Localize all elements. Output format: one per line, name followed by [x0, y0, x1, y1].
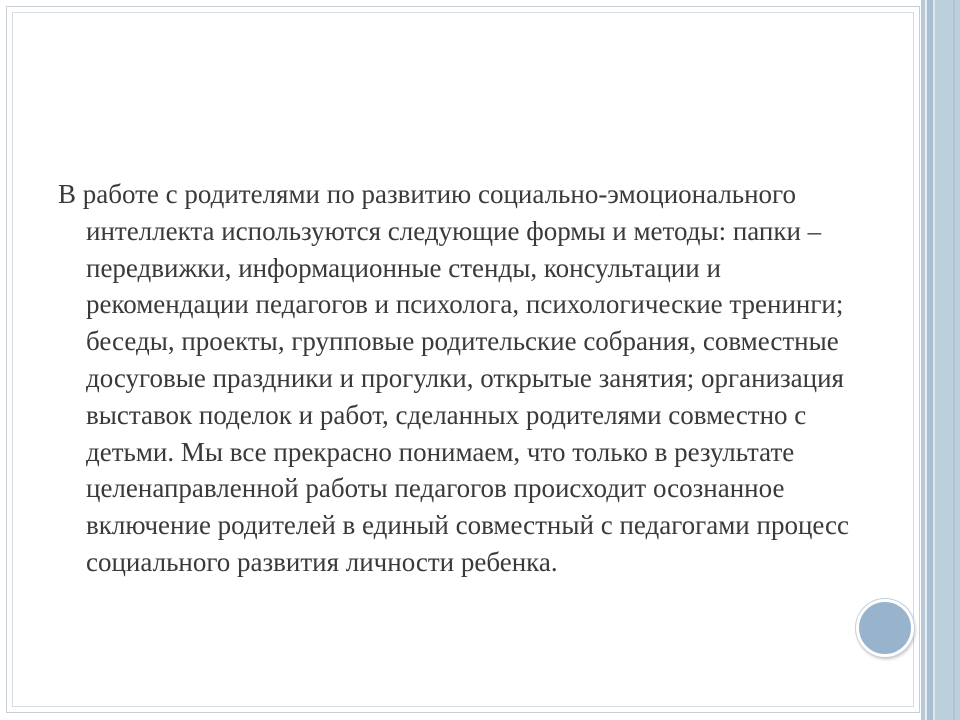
slide-body-text: В работе с родителями по развитию социально-эмоционального интеллекта используются следующие формы и методы: папки – передвижки, информационные стенды, консультации и рекомендации педагогов и психолога, психологические тренинги; беседы, проекты, групповые родительские собрания, совместные досуговые праздники и прогулки, открытые занятия; организация выставок поделок и работ, сделанных родителями совместно с детьми. Мы все прекрасно понимаем, что только в результате целенаправленной работы педагогов происходит осознанное включение родителей в единый совместный с педагогами процесс социального развития личности ребенка. [58, 179, 850, 577]
decorative-stripe [935, 0, 960, 720]
decorative-stripe [953, 0, 955, 720]
decorative-circle [856, 599, 914, 657]
